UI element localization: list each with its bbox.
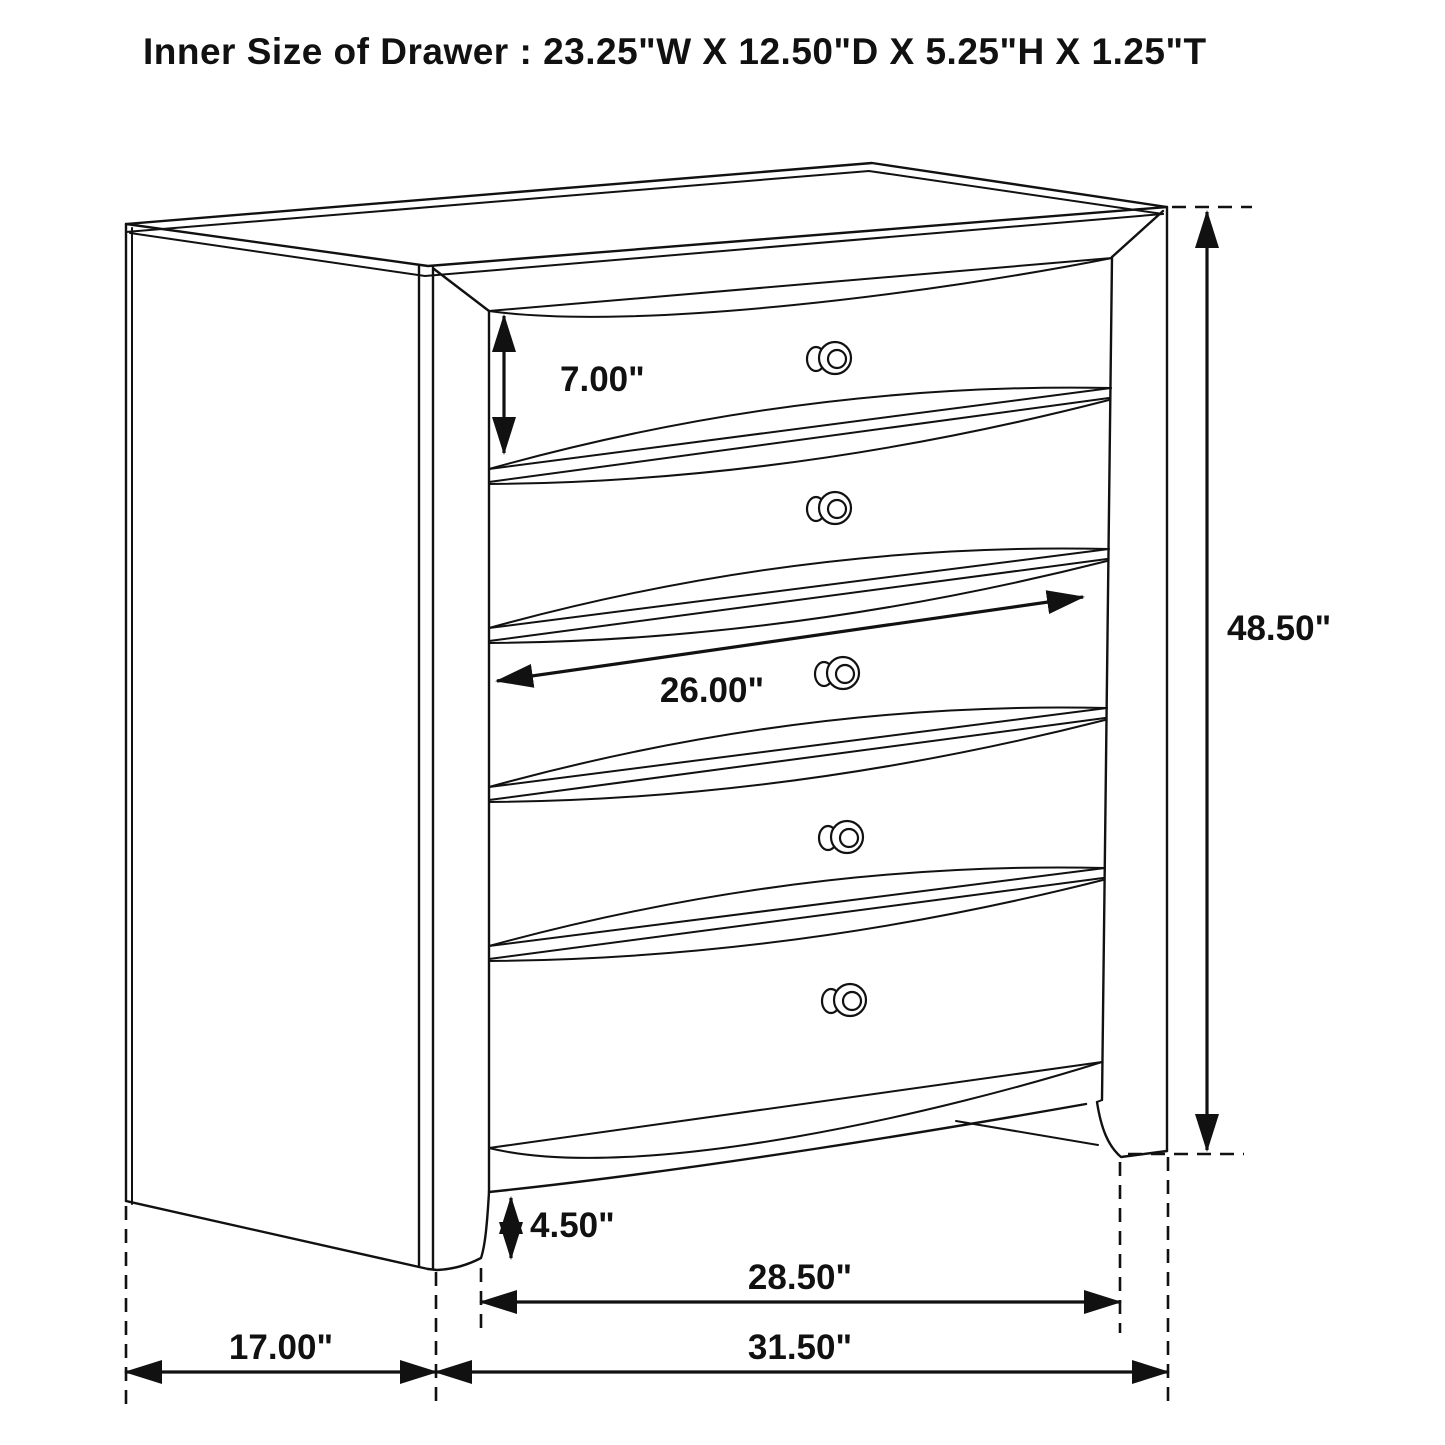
- drawer-5-knob-icon: [822, 984, 866, 1016]
- dim-top-drawer-height: [504, 316, 645, 453]
- dim-base-height: [511, 1198, 615, 1258]
- divider-4-line-a: [489, 868, 1105, 946]
- drawer-2-knob-icon: [807, 492, 851, 524]
- dim-label-28in: 28.50": [747, 1258, 853, 1297]
- front-right-stile-edge: [1102, 257, 1112, 1100]
- divider-4-line-b: [489, 878, 1103, 959]
- divider-1-line-a: [489, 388, 1111, 469]
- chest-drawing: [126, 163, 1167, 1270]
- dim-extension-lines: [126, 1157, 1168, 1408]
- drawer-1-top-edge: [489, 258, 1112, 317]
- right-foot-shadow-line: [956, 1121, 1098, 1145]
- drawer-1-knob-icon: [807, 342, 851, 374]
- chest-bottom-rail: [489, 1062, 1102, 1192]
- drawer-5-bottom-curve: [489, 1062, 1102, 1158]
- dim-front-inner-width: [481, 1258, 1120, 1302]
- divider-2-curve-b: [489, 561, 1107, 643]
- divider-3-line-a: [489, 708, 1107, 787]
- divider-1-line-b: [489, 398, 1109, 482]
- dim-label-4in: 4.50": [530, 1206, 615, 1245]
- divider-2-line-b: [489, 559, 1107, 641]
- dim-overall-width: [436, 1328, 1168, 1372]
- front-left-bevel: [434, 269, 489, 311]
- divider-3-curve-b: [489, 720, 1105, 802]
- drawer-1-top-line: [489, 258, 1112, 311]
- divider-2-line-a: [489, 549, 1109, 628]
- drawer-divider-2: [489, 548, 1109, 643]
- dim-arrow-26in: [497, 597, 1083, 681]
- divider-1-curve-b: [489, 400, 1109, 484]
- chest-front-frame: [434, 207, 1167, 1192]
- dim-label-26in: 26.00": [659, 671, 765, 710]
- dim-label-48in: 48.50": [1227, 609, 1332, 648]
- left-front-foot: [428, 1192, 489, 1270]
- divider-3-line-b: [489, 718, 1105, 800]
- dim-side-depth: [126, 1328, 436, 1372]
- dimension-annotations: [126, 207, 1331, 1408]
- drawer-divider-1: [489, 388, 1111, 484]
- chest-top-face: [126, 163, 1167, 276]
- dim-label-17in: 17.00": [228, 1328, 334, 1367]
- dim-label-31in: 31.50": [747, 1328, 853, 1367]
- drawer-3-knob-icon: [815, 657, 859, 689]
- chest-left-side-panel: [126, 224, 433, 1269]
- drawer-divider-3: [489, 707, 1107, 802]
- divider-4-curve-b: [489, 880, 1103, 961]
- drawer-5-bottom-line: [489, 1062, 1102, 1148]
- drawer-4-knob-icon: [819, 821, 863, 853]
- dim-label-7in: 7.00": [560, 360, 645, 399]
- drawer-divider-4: [489, 867, 1105, 961]
- right-foot-top-edge: [1097, 1100, 1102, 1102]
- page-title: Inner Size of Drawer : 23.25"W X 12.50"D X 5.25"H X 1.25"T: [143, 31, 1207, 72]
- top-face-inner-back-edge: [126, 171, 1163, 232]
- side-bottom-edge: [126, 1201, 428, 1269]
- bottom-rail-edge: [489, 1104, 1086, 1192]
- dim-overall-height: [1128, 207, 1331, 1154]
- dim-drawer-front-width: [497, 597, 1083, 710]
- top-face-outline: [126, 163, 1167, 266]
- right-front-foot: [1097, 1102, 1167, 1157]
